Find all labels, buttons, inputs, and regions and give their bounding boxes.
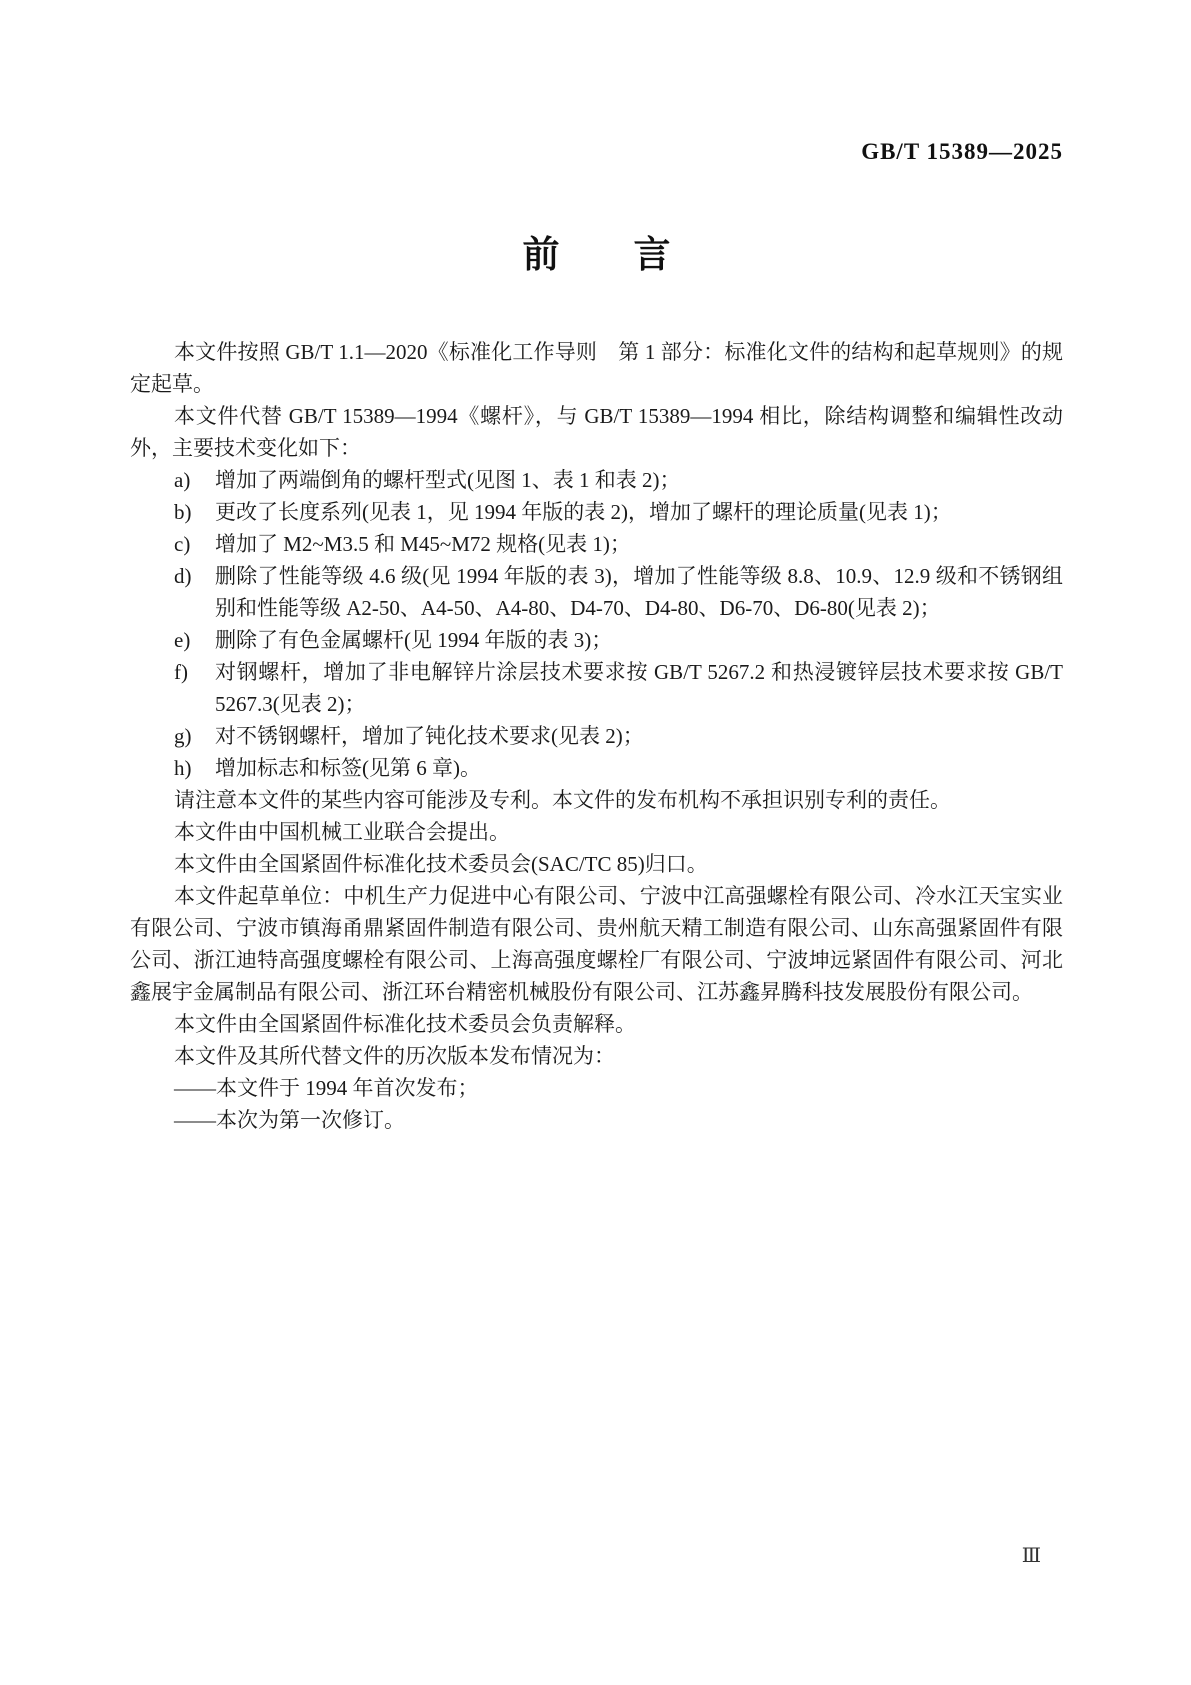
paragraph-drafting-units: 本文件起草单位：中机生产力促进中心有限公司、宁波中江高强螺栓有限公司、冷水江天宝实业有限公司、宁波市镇海甬鼎紧固件制造有限公司、贵州航天精工制造有限公司、山东高强紧固件有限公司、浙江迪特高强度螺栓有限公司、上海高强度螺栓厂有限公司、宁波坤远紧固件有限公司、河北鑫展宇金属制品有限公司、浙江环台精密机械股份有限公司、江苏鑫昇腾科技发展股份有限公司。 <box>130 884 1063 1004</box>
change-item-text: 删除了性能等级 4.6 级(见 1994 年版的表 3)，增加了性能等级 8.8、10.9、12.9 级和不锈钢组别和性能等级 A2-50、A4-50、A4-80、D4-70、D4-80、D6-70、D6-80(见表 2)； <box>215 564 1063 620</box>
paragraph-proposed-by: 本文件由中国机械工业联合会提出。 <box>174 820 510 844</box>
change-item-h <box>130 752 1063 784</box>
change-item-c <box>130 528 1063 560</box>
paragraph-patent-notice: 请注意本文件的某些内容可能涉及专利。本文件的发布机构不承担识别专利的责任。 <box>174 788 951 812</box>
change-item-label: h) <box>174 756 192 780</box>
change-item-text: 删除了有色金属螺杆(见 1994 年版的表 3)； <box>215 628 613 652</box>
page-number: Ⅲ <box>1021 1545 1041 1567</box>
change-item-text: 增加了 M2~M3.5 和 M45~M72 规格(见表 1)； <box>215 532 631 556</box>
paragraph-drafting-basis: 本文件按照 GB/T 1.1—2020《标准化工作导则 第 1 部分：标准化文件的结构和起草规则》的规定起草。 <box>130 340 1063 396</box>
change-item-f <box>130 656 1063 720</box>
history-entry-current-revision: ——本次为第一次修订。 <box>174 1108 405 1132</box>
paragraph-centralized-by: 本文件由全国紧固件标准化技术委员会(SAC/TC 85)归口。 <box>174 852 708 876</box>
change-item-text: 更改了长度系列(见表 1，见 1994 年版的表 2)，增加了螺杆的理论质量(见表 1)； <box>215 500 952 524</box>
change-item-g <box>130 720 1063 752</box>
change-item-label: e) <box>174 628 191 652</box>
paragraph-replacement: 本文件代替 GB/T 15389—1994《螺杆》，与 GB/T 15389—1994 相比，除结构调整和编辑性改动外，主要技术变化如下： <box>130 404 1063 460</box>
change-item-text: 增加标志和标签(见第 6 章)。 <box>215 756 481 780</box>
change-item-label: b) <box>174 500 192 524</box>
standard-number: GB/T 15389—2025 <box>861 139 1063 164</box>
page-title: 前 言 <box>522 235 671 276</box>
change-item-e <box>130 624 1063 656</box>
paragraph-interpreted-by: 本文件由全国紧固件标准化技术委员会负责解释。 <box>174 1012 636 1036</box>
change-item-d <box>130 560 1063 624</box>
foreword-body <box>130 336 1063 1136</box>
history-entry-first-publication: ——本文件于 1994 年首次发布； <box>174 1076 479 1100</box>
change-item-text: 对钢螺杆，增加了非电解锌片涂层技术要求按 GB/T 5267.2 和热浸镀锌层技术要求按 GB/T 5267.3(见表 2)； <box>215 660 1063 716</box>
change-item-a <box>130 464 1063 496</box>
change-item-label: g) <box>174 724 192 748</box>
change-item-label: a) <box>174 468 191 492</box>
change-item-label: c) <box>174 532 191 556</box>
paragraph-history-intro: 本文件及其所代替文件的历次版本发布情况为： <box>174 1044 615 1068</box>
change-item-label: d) <box>174 564 192 588</box>
change-item-label: f) <box>174 660 188 684</box>
change-item-text: 增加了两端倒角的螺杆型式(见图 1、表 1 和表 2)； <box>215 468 681 492</box>
change-item-b <box>130 496 1063 528</box>
change-item-text: 对不锈钢螺杆，增加了钝化技术要求(见表 2)； <box>215 724 644 748</box>
